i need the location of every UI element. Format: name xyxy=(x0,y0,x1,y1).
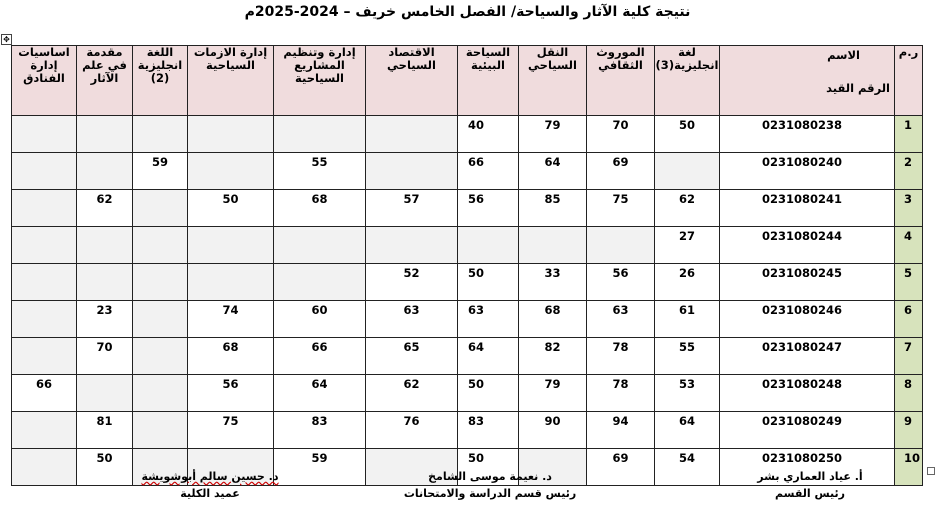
cell-english3: 26 xyxy=(655,264,720,301)
cell-crisis: 50 xyxy=(188,190,274,227)
cell-projects: 60 xyxy=(274,301,366,338)
cell-english3: 27 xyxy=(655,227,720,264)
cell-reg-number: 0231080246 xyxy=(720,301,895,338)
cell-env-tourism: 50 xyxy=(458,375,519,412)
cell-hotels xyxy=(12,116,77,153)
table-resize-handle[interactable] xyxy=(927,467,935,475)
cell-archaeology xyxy=(77,116,133,153)
header-english2: اللغة انجليزية (2) xyxy=(133,46,188,116)
header-transport: النقل السياحي xyxy=(519,46,587,116)
cell-english2 xyxy=(133,116,188,153)
table-row xyxy=(12,153,923,190)
cell-hotels xyxy=(12,449,77,486)
cell-archaeology xyxy=(77,227,133,264)
cell-crisis: 74 xyxy=(188,301,274,338)
cell-env-tourism: 63 xyxy=(458,301,519,338)
cell-transport: 64 xyxy=(519,153,587,190)
header-archaeology: مقدمة في علم الآثار xyxy=(77,46,133,116)
cell-reg-number: 0231080240 xyxy=(720,153,895,190)
header-reg: الرقم القيد xyxy=(826,81,890,95)
cell-crisis: 75 xyxy=(188,412,274,449)
header-name-reg xyxy=(720,46,895,116)
header-env-tourism: السياحة البيئية xyxy=(458,46,519,116)
cell-english2 xyxy=(133,412,188,449)
cell-projects: 68 xyxy=(274,190,366,227)
cell-english2 xyxy=(133,301,188,338)
cell-reg-number: 0231080241 xyxy=(720,190,895,227)
cell-row-number: 5 xyxy=(895,264,923,301)
cell-english3: 50 xyxy=(655,116,720,153)
header-projects: إدارة وتنظيم المشاريع السياحية xyxy=(274,46,366,116)
cell-reg-number: 0231080244 xyxy=(720,227,895,264)
cell-projects: 64 xyxy=(274,375,366,412)
cell-reg-number: 0231080245 xyxy=(720,264,895,301)
header-tour-econ: الاقتصاد السياحي xyxy=(366,46,458,116)
cell-transport: 85 xyxy=(519,190,587,227)
cell-heritage: 94 xyxy=(587,412,655,449)
header-crisis: إدارة الازمات السياحية xyxy=(188,46,274,116)
cell-reg-number: 0231080248 xyxy=(720,375,895,412)
cell-english3: 62 xyxy=(655,190,720,227)
table-row xyxy=(12,412,923,449)
cell-row-number: 1 xyxy=(895,116,923,153)
cell-transport: 79 xyxy=(519,116,587,153)
cell-projects xyxy=(274,264,366,301)
cell-archaeology xyxy=(77,375,133,412)
cell-projects: 55 xyxy=(274,153,366,190)
cell-transport: 68 xyxy=(519,301,587,338)
cell-archaeology: 62 xyxy=(77,190,133,227)
exams-head-title: رئيس قسم الدراسة والامتحانات xyxy=(403,487,577,500)
cell-reg-number: 0231080247 xyxy=(720,338,895,375)
cell-english2 xyxy=(133,264,188,301)
cell-english2 xyxy=(133,375,188,412)
cell-crisis xyxy=(188,116,274,153)
dean-name: د. حسين سالم أبوشويشة xyxy=(141,470,279,483)
cell-row-number: 9 xyxy=(895,412,923,449)
cell-env-tourism: 50 xyxy=(458,264,519,301)
header-row xyxy=(12,46,923,116)
table-move-handle-icon[interactable]: ✥ xyxy=(1,34,12,45)
cell-tour-econ: 57 xyxy=(366,190,458,227)
cell-row-number: 2 xyxy=(895,153,923,190)
cell-row-number: 8 xyxy=(895,375,923,412)
signature-dean xyxy=(110,468,310,502)
cell-heritage: 70 xyxy=(587,116,655,153)
cell-english3 xyxy=(655,153,720,190)
cell-env-tourism: 83 xyxy=(458,412,519,449)
cell-heritage: 78 xyxy=(587,375,655,412)
cell-english3: 61 xyxy=(655,301,720,338)
cell-hotels xyxy=(12,412,77,449)
cell-tour-econ: 76 xyxy=(366,412,458,449)
cell-hotels xyxy=(12,190,77,227)
cell-heritage: 69 xyxy=(587,449,655,486)
cell-transport: 79 xyxy=(519,375,587,412)
cell-env-tourism xyxy=(458,227,519,264)
cell-env-tourism: 66 xyxy=(458,153,519,190)
cell-crisis: 68 xyxy=(188,338,274,375)
cell-transport: 33 xyxy=(519,264,587,301)
cell-heritage: 63 xyxy=(587,301,655,338)
cell-crisis xyxy=(188,153,274,190)
cell-reg-number: 0231080250 xyxy=(720,449,895,486)
dean-title: عميد الكلية xyxy=(180,487,240,500)
cell-reg-number: 0231080238 xyxy=(720,116,895,153)
cell-projects: 83 xyxy=(274,412,366,449)
cell-english3: 55 xyxy=(655,338,720,375)
cell-crisis xyxy=(188,264,274,301)
cell-archaeology xyxy=(77,153,133,190)
cell-row-number: 3 xyxy=(895,190,923,227)
page-title: نتيجة كلية الآثار والسياحة/ الفصل الخامس خريف – 2024-2025م xyxy=(244,4,691,20)
table-row xyxy=(12,227,923,264)
cell-heritage: 56 xyxy=(587,264,655,301)
results-table xyxy=(11,45,923,486)
table-row xyxy=(12,338,923,375)
header-hotels: اساسيات إدارة الفنادق xyxy=(12,46,77,116)
cell-archaeology: 70 xyxy=(77,338,133,375)
cell-heritage xyxy=(587,227,655,264)
cell-hotels xyxy=(12,264,77,301)
cell-hotels: 66 xyxy=(12,375,77,412)
signature-exams-head xyxy=(395,468,585,502)
cell-projects: 66 xyxy=(274,338,366,375)
cell-env-tourism: 56 xyxy=(458,190,519,227)
cell-transport: 82 xyxy=(519,338,587,375)
header-name: الاسم xyxy=(827,48,860,62)
cell-english2 xyxy=(133,338,188,375)
cell-heritage: 75 xyxy=(587,190,655,227)
cell-english2 xyxy=(133,190,188,227)
cell-transport xyxy=(519,227,587,264)
cell-hotels xyxy=(12,153,77,190)
cell-tour-econ xyxy=(366,116,458,153)
cell-english3: 53 xyxy=(655,375,720,412)
cell-hotels xyxy=(12,301,77,338)
cell-archaeology: 23 xyxy=(77,301,133,338)
cell-row-number: 6 xyxy=(895,301,923,338)
cell-archaeology: 81 xyxy=(77,412,133,449)
table-row xyxy=(12,116,923,153)
exams-head-name: د. نعيمة موسى الشامخ xyxy=(428,470,552,483)
header-english3: لغة انجليزية(3) xyxy=(655,46,720,116)
cell-english3: 54 xyxy=(655,449,720,486)
dept-head-title: رئيس القسم xyxy=(775,487,845,500)
cell-heritage: 69 xyxy=(587,153,655,190)
table-row xyxy=(12,264,923,301)
dept-head-name: أ. عياد العماري بشر xyxy=(757,470,863,483)
cell-archaeology: 50 xyxy=(77,449,133,486)
cell-row-number: 4 xyxy=(895,227,923,264)
cell-transport: 90 xyxy=(519,412,587,449)
header-heritage: الموروث الثقافي xyxy=(587,46,655,116)
cell-english2: 59 xyxy=(133,153,188,190)
cell-tour-econ xyxy=(366,227,458,264)
cell-tour-econ: 65 xyxy=(366,338,458,375)
cell-crisis xyxy=(188,227,274,264)
cell-env-tourism: 64 xyxy=(458,338,519,375)
cell-heritage: 78 xyxy=(587,338,655,375)
table-row xyxy=(12,375,923,412)
cell-projects: 59 xyxy=(274,449,366,486)
cell-tour-econ: 52 xyxy=(366,264,458,301)
cell-tour-econ: 62 xyxy=(366,375,458,412)
cell-projects xyxy=(274,227,366,264)
cell-row-number: 7 xyxy=(895,338,923,375)
cell-english3: 64 xyxy=(655,412,720,449)
cell-hotels xyxy=(12,338,77,375)
cell-crisis: 56 xyxy=(188,375,274,412)
header-rm: ر.م xyxy=(895,46,923,116)
cell-tour-econ xyxy=(366,153,458,190)
table-row xyxy=(12,190,923,227)
cell-env-tourism: 50 xyxy=(458,449,519,486)
cell-row-number: 10 xyxy=(895,449,923,486)
cell-projects xyxy=(274,116,366,153)
table-row xyxy=(12,301,923,338)
cell-reg-number: 0231080249 xyxy=(720,412,895,449)
cell-tour-econ: 63 xyxy=(366,301,458,338)
cell-english2 xyxy=(133,227,188,264)
cell-env-tourism: 40 xyxy=(458,116,519,153)
cell-hotels xyxy=(12,227,77,264)
signature-dept-head xyxy=(715,468,905,502)
cell-archaeology xyxy=(77,264,133,301)
